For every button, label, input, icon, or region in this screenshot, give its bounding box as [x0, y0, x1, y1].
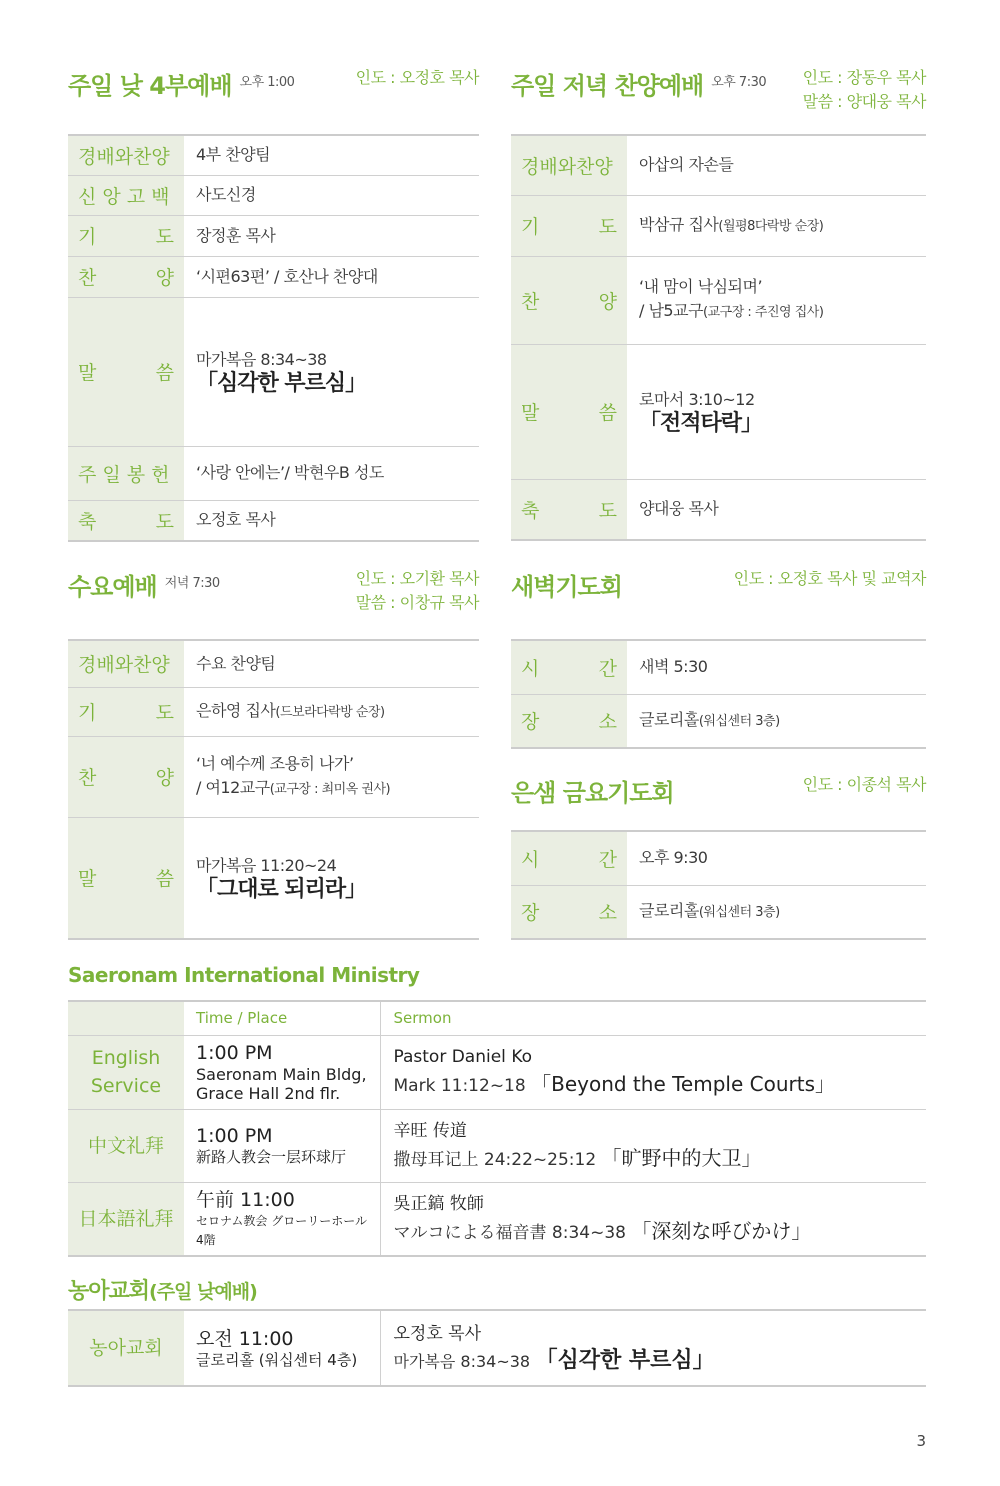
service-time: 저녁 7:30 — [164, 576, 220, 591]
row-label — [511, 479, 627, 540]
sermon-cell — [380, 1035, 926, 1109]
title-sub: (주일 낮예배) — [149, 1281, 257, 1303]
row-label — [68, 640, 184, 687]
deaf-church-title — [68, 1274, 257, 1305]
row-label — [68, 256, 184, 297]
leader — [803, 66, 926, 114]
value-text: 글로리홀 — [639, 709, 699, 729]
label-b: 양 — [598, 290, 617, 313]
table-row — [511, 256, 926, 344]
sermon-cell — [380, 1109, 926, 1182]
header-time-place: Time / Place — [184, 1001, 380, 1035]
row-label — [511, 831, 627, 885]
sermon-cell — [184, 297, 479, 446]
value-note: (워십센터 3층) — [698, 904, 780, 920]
table-row — [511, 640, 926, 694]
table-row — [511, 195, 926, 256]
service-time: 오후 1:00 — [239, 75, 295, 90]
sermon-title: 「그대로 되리라」 — [196, 876, 367, 902]
sermon-title: 「전적타락」 — [639, 410, 763, 436]
label-a: 주 일 봉 헌 — [78, 463, 170, 486]
order-table — [511, 639, 926, 749]
title-text: 주일 낮 4부예배 — [68, 72, 232, 100]
deaf-church-section — [68, 1309, 926, 1387]
label-a: 말 — [521, 402, 540, 424]
sermon-title: 「旷野中的大卫」 — [601, 1145, 762, 1170]
service-time: 오전 11:00 — [196, 1327, 294, 1350]
label-a: 시 — [521, 848, 540, 871]
row-label — [511, 694, 627, 748]
preacher: 辛旺 传道 — [393, 1120, 467, 1141]
row-value: 오정호 목사 — [196, 510, 276, 530]
wednesday-section — [68, 567, 479, 940]
row-label — [68, 297, 184, 446]
order-table — [511, 134, 926, 541]
sunday-4th-section — [68, 66, 479, 542]
header-sermon: Sermon — [393, 1009, 452, 1028]
section-header — [511, 567, 926, 639]
label-b: 양 — [155, 267, 174, 289]
label-a: 기 — [78, 702, 97, 724]
service-time: 午前 11:00 — [196, 1188, 295, 1211]
section-header — [68, 66, 479, 134]
service-time: 오후 7:30 — [711, 75, 767, 90]
table-row — [68, 446, 479, 500]
order-table — [68, 134, 479, 542]
scripture-ref: Mark 11:12~18 — [393, 1076, 526, 1096]
leader-text: 인도 : 오정호 목사 — [355, 68, 479, 87]
page-number: 3 — [916, 1432, 926, 1450]
label-a: 신 앙 고 백 — [78, 185, 170, 208]
label-b: 간 — [598, 657, 617, 680]
label-b: 양 — [155, 767, 174, 789]
dawn-prayer-section — [511, 567, 926, 749]
label-b: 소 — [598, 902, 617, 925]
row-value — [627, 885, 926, 939]
row-value: 양대웅 목사 — [639, 499, 719, 519]
row-value — [627, 195, 926, 256]
section-header — [511, 773, 926, 830]
value-text: 글로리홀 — [639, 900, 699, 920]
preacher: Pastor Daniel Ko — [393, 1047, 533, 1067]
table-row — [68, 175, 479, 215]
label-a: 말 — [78, 362, 97, 384]
row-value: 사도신경 — [196, 185, 256, 204]
place: 글로리홀 (워십센터 4층) — [196, 1350, 358, 1369]
value-note: (드보라다락방 순장) — [275, 704, 385, 720]
row-label — [68, 135, 184, 175]
leader-text: 인도 : 장동우 목사 — [802, 68, 926, 87]
row-label — [68, 736, 184, 817]
table-row — [68, 135, 479, 175]
table-header-row — [68, 1001, 926, 1035]
table-row — [511, 135, 926, 195]
leader-text: 인도 : 이종석 목사 — [802, 775, 926, 794]
leader — [734, 567, 926, 591]
row-label — [511, 195, 627, 256]
row-label — [68, 817, 184, 939]
section-header — [511, 66, 926, 134]
scripture-ref: 마가복음 8:34~38 — [196, 349, 327, 369]
order-table — [511, 830, 926, 940]
preacher-text: 말씀 : 양대웅 목사 — [802, 92, 926, 111]
preacher-text: 말씀 : 이창규 목사 — [355, 593, 479, 612]
value-text: 박삼규 집사 — [639, 214, 719, 234]
label-a: 경배와찬양 — [521, 155, 613, 178]
row-label — [511, 640, 627, 694]
value-note: (워십센터 3층) — [698, 713, 780, 729]
table-row — [68, 215, 479, 256]
scripture-ref: 마가복음 11:20~24 — [196, 855, 337, 875]
table-row — [68, 1109, 926, 1182]
table-row — [511, 344, 926, 479]
table-row — [68, 1182, 926, 1256]
section-title — [68, 567, 220, 602]
section-title — [511, 66, 766, 101]
title-text: 주일 저녁 찬양예배 — [511, 72, 704, 100]
leader — [356, 567, 479, 615]
sermon-cell — [627, 344, 926, 479]
order-table — [68, 639, 479, 940]
label-a: 찬 — [78, 767, 97, 789]
row-label: 中文礼拜 — [68, 1109, 184, 1182]
row-value — [627, 694, 926, 748]
row-value: 4부 찬양팀 — [196, 145, 271, 165]
leader-text: 인도 : 오기환 목사 — [355, 569, 479, 588]
time-place-cell — [184, 1310, 380, 1386]
place-line-1: Saeronam Main Bldg, — [196, 1065, 367, 1084]
place-line-2: Grace Hall 2nd flr. — [196, 1084, 341, 1103]
row-label — [68, 500, 184, 541]
scripture-ref: マルコによる福音書 8:34~38 — [393, 1222, 626, 1243]
row-label: 농아교회 — [68, 1310, 184, 1386]
preacher: 吳正鎬 牧師 — [393, 1193, 484, 1214]
label-a: 경배와찬양 — [78, 654, 170, 677]
row-label — [68, 1035, 184, 1109]
title-text: 농아교회 — [68, 1279, 150, 1304]
place: 新路人教会一层环球厅 — [196, 1148, 347, 1166]
label-line-2: Service — [90, 1075, 162, 1097]
time-place-cell — [184, 1182, 380, 1256]
international-table — [68, 1000, 926, 1257]
sunday-evening-section — [511, 66, 926, 541]
preacher: 오정호 목사 — [393, 1323, 482, 1344]
sermon-cell — [184, 817, 479, 939]
label-b: 도 — [155, 702, 174, 724]
scripture-ref: 로마서 3:10~12 — [639, 389, 755, 409]
row-value: 수요 찬양팀 — [196, 653, 276, 673]
label-b: 씀 — [598, 402, 617, 424]
label-a: 찬 — [521, 290, 540, 313]
row-value: ‘시편63편’ / 호산나 찬양대 — [196, 266, 378, 286]
label-a: 기 — [521, 216, 540, 238]
row-label — [511, 885, 627, 939]
place: セロナム教会 グローリーホール 4階 — [196, 1213, 367, 1247]
label-a: 시 — [521, 657, 540, 680]
label-b: 도 — [155, 510, 174, 533]
row-value — [184, 687, 479, 736]
header-blank — [68, 1001, 184, 1035]
section-title — [68, 66, 294, 101]
table-row — [511, 831, 926, 885]
row-label — [68, 446, 184, 500]
leader — [803, 773, 926, 797]
row-label — [511, 256, 627, 344]
table-row — [68, 1035, 926, 1109]
label-b: 도 — [598, 216, 617, 238]
table-row — [68, 1310, 926, 1386]
sermon-title: 「심각한 부르심」 — [196, 370, 367, 396]
table-row — [68, 297, 479, 446]
table-row — [68, 500, 479, 541]
row-label — [68, 687, 184, 736]
sermon-title: 「Beyond the Temple Courts」 — [531, 1072, 835, 1096]
label-a: 축 — [521, 499, 540, 522]
sermon-title: 「심각한 부르심」 — [535, 1347, 715, 1373]
label-a: 말 — [78, 868, 97, 891]
deaf-church-table — [68, 1309, 926, 1387]
row-label — [68, 215, 184, 256]
value-text-2: / 여12교구 — [196, 777, 270, 797]
row-value: 오후 9:30 — [639, 848, 708, 868]
row-value — [627, 256, 926, 344]
row-label — [511, 135, 627, 195]
label-b: 소 — [598, 711, 617, 734]
value-text: ‘내 맘이 낙심되며’ — [639, 277, 763, 296]
row-label: 日本語礼拜 — [68, 1182, 184, 1256]
section-title: 은샘 금요기도회 — [511, 779, 674, 807]
table-row — [68, 736, 479, 817]
international-section — [68, 1000, 926, 1257]
table-row — [511, 694, 926, 748]
label-a: 장 — [521, 902, 540, 925]
label-b: 씀 — [155, 868, 174, 891]
label-a: 경배와찬양 — [78, 145, 170, 168]
sermon-cell — [380, 1310, 926, 1386]
table-row — [68, 640, 479, 687]
table-row — [511, 479, 926, 540]
value-text-2: / 남5교구 — [639, 301, 704, 320]
international-title: Saeronam International Ministry — [68, 963, 420, 987]
scripture-ref: 마가복음 8:34~38 — [393, 1351, 531, 1371]
section-title: 새벽기도회 — [511, 573, 622, 601]
scripture-ref: 撒母耳记上 24:22~25:12 — [393, 1149, 597, 1170]
service-time: 1:00 PM — [196, 1125, 273, 1147]
sermon-cell — [380, 1182, 926, 1256]
leader-text: 인도 : 오정호 목사 및 교역자 — [733, 569, 926, 588]
row-label — [68, 175, 184, 215]
value-note: (월평8다락방 순장) — [718, 218, 824, 234]
value-note: (교구장 : 최미옥 권사) — [269, 781, 391, 797]
row-value: 새벽 5:30 — [639, 657, 708, 677]
leader — [356, 66, 479, 90]
table-row — [511, 885, 926, 939]
row-value: 장정훈 목사 — [196, 225, 276, 245]
label-b: 도 — [598, 499, 617, 522]
value-note: (교구장 : 주진영 집사) — [703, 305, 824, 320]
label-b: 도 — [155, 226, 174, 248]
label-a: 찬 — [78, 267, 97, 289]
value-text: ‘너 예수께 조용히 나가’ — [196, 753, 354, 773]
row-value: ‘사랑 안에는’/ 박현우B 성도 — [196, 463, 384, 482]
value-text: 은하영 집사 — [196, 700, 276, 720]
table-row — [68, 687, 479, 736]
title-text: 수요예배 — [68, 573, 157, 601]
row-value: 아삽의 자손들 — [639, 155, 734, 175]
row-value — [184, 736, 479, 817]
friday-prayer-section — [511, 773, 926, 940]
label-a: 기 — [78, 226, 97, 248]
table-row — [68, 817, 479, 939]
section-header — [68, 567, 479, 639]
label-b: 씀 — [155, 362, 174, 384]
time-place-cell — [184, 1035, 380, 1109]
table-row — [68, 256, 479, 297]
service-time: 1:00 PM — [196, 1042, 273, 1064]
label-a: 축 — [78, 510, 97, 533]
label-line-1: English — [91, 1047, 161, 1069]
row-label — [511, 344, 627, 479]
label-a: 장 — [521, 711, 540, 734]
time-place-cell — [184, 1109, 380, 1182]
label-b: 간 — [598, 848, 617, 871]
sermon-title: 「深刻な呼びかけ」 — [631, 1218, 812, 1243]
